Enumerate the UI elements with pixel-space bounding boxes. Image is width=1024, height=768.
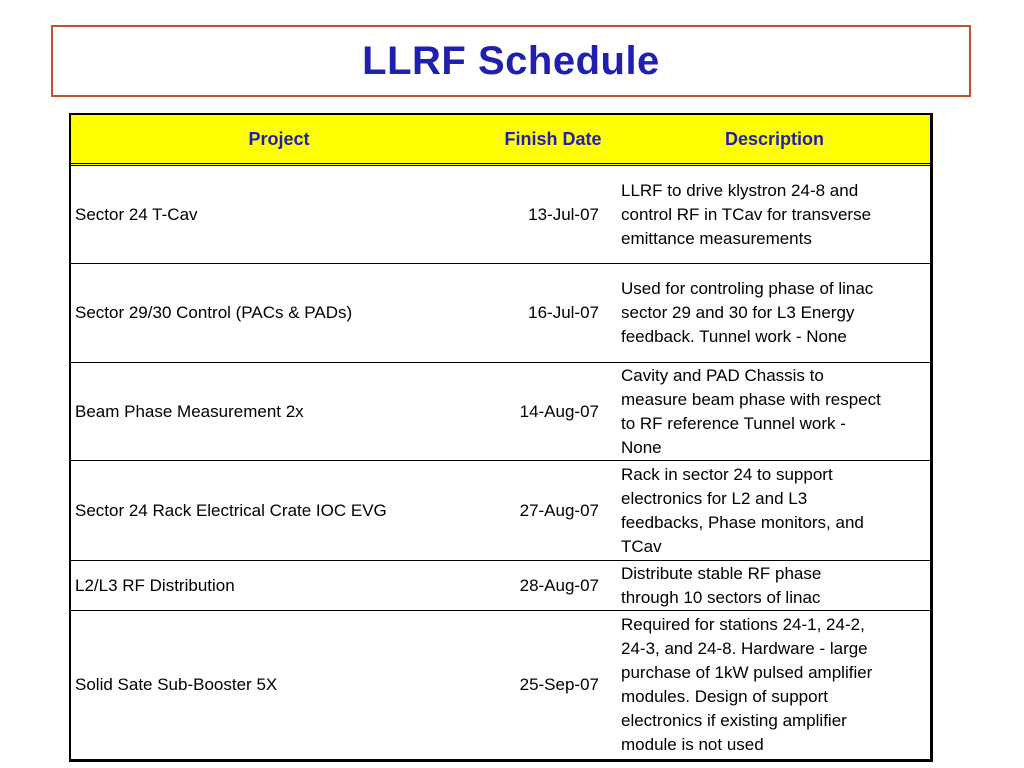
description-cell — [621, 166, 931, 263]
page-title: LLRF Schedule — [362, 38, 660, 83]
header-project: Project — [248, 129, 310, 149]
schedule-table — [69, 113, 933, 762]
table-row — [71, 561, 930, 611]
finish-date-cell: 16-Jul-07 — [528, 303, 599, 322]
header-finish-date: Finish Date — [504, 129, 602, 149]
description-text: Cavity and PAD Chassis to measure beam phase with respect to RF reference Tunnel work - None — [621, 365, 881, 457]
project-cell: Beam Phase Measurement 2x — [75, 401, 304, 421]
finish-date-cell: 13-Jul-07 — [528, 204, 599, 224]
table-header-row — [71, 115, 930, 166]
finish-date-cell: 28-Aug-07 — [519, 575, 599, 595]
finish-date-cell: 27-Aug-07 — [519, 500, 599, 520]
title-box — [51, 25, 971, 97]
table-row — [71, 363, 930, 461]
description-text: Distribute stable RF phase through 10 sectors of linac — [621, 563, 822, 607]
description-text: Rack in sector 24 to support electronics for L2 and L3 feedbacks, Phase monitors, and TCav — [621, 464, 864, 556]
description-cell — [621, 561, 931, 610]
description-text: LLRF to drive klystron 24-8 and control RF in TCav for transverse emittance measurements — [621, 180, 872, 248]
project-cell: Sector 24 Rack Electrical Crate IOC EVG — [75, 500, 387, 520]
finish-date-cell: 25-Sep-07 — [519, 675, 599, 694]
table-row — [71, 166, 930, 264]
project-cell: Solid Sate Sub-Booster 5X — [75, 675, 278, 694]
description-text: Required for stations 24-1, 24-2, 24-3, and 24-8. Hardware - large purchase of 1kW pulsed amplifier modules. Design of support electronics if existing amplifier module is not used — [621, 615, 873, 754]
description-cell — [621, 264, 931, 362]
project-cell: Sector 24 T-Cav — [75, 204, 198, 224]
description-cell — [621, 461, 931, 560]
header-description: Description — [724, 129, 825, 149]
description-cell — [621, 611, 931, 759]
table-row — [71, 461, 930, 561]
project-cell: Sector 29/30 Control (PACs & PADs) — [75, 303, 353, 322]
description-cell — [621, 363, 931, 460]
table-row — [71, 264, 930, 363]
table-row — [71, 611, 930, 759]
project-cell: L2/L3 RF Distribution — [75, 575, 235, 595]
finish-date-cell: 14-Aug-07 — [519, 401, 599, 421]
description-text: Used for controling phase of linac sector 29 and 30 for L3 Energy feedback. Tunnel work - None — [621, 279, 874, 346]
